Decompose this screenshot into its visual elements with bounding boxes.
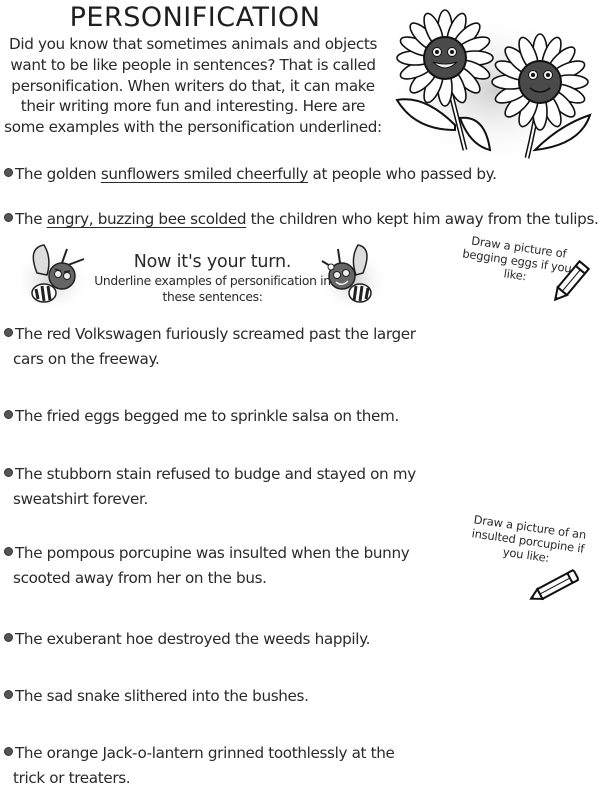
practice-sentence: The orange Jack-o-lantern grinned toothlessly at the trick or treaters. bbox=[4, 741, 395, 791]
practice-sentence: The pompous porcupine was insulted when the bunny scooted away from her on the bus. bbox=[4, 541, 409, 591]
bullet-icon bbox=[4, 547, 13, 556]
bullet-icon bbox=[4, 213, 13, 222]
your-turn-instruction: Underline examples of personification in these sentences: bbox=[94, 274, 331, 304]
example-sentence: The golden sunflowers smiled cheerfully at people who passed by. bbox=[4, 162, 497, 187]
pencil-icon bbox=[528, 570, 584, 602]
bullet-icon bbox=[4, 328, 13, 337]
bullet-icon bbox=[4, 168, 13, 177]
draw-note-eggs: Draw a picture of begging eggs if you like: bbox=[461, 233, 573, 284]
practice-sentence: The exuberant hoe destroyed the weeds happily. bbox=[4, 627, 370, 652]
sunflowers-icon bbox=[385, 0, 600, 158]
example-sentence: The angry, buzzing bee scolded the children who kept him away from the tulips. bbox=[4, 207, 599, 232]
practice-sentence: The sad snake slithered into the bushes. bbox=[4, 684, 309, 709]
page-title: PERSONIFICATION bbox=[69, 2, 321, 33]
underlined-personification: angry, buzzing bee scolded bbox=[46, 210, 247, 228]
bullet-icon bbox=[4, 747, 13, 756]
practice-sentence: The stubborn stain refused to budge and stayed on my sweatshirt forever. bbox=[4, 462, 416, 512]
bullet-icon bbox=[4, 468, 13, 477]
your-turn-heading: Now it's your turn. bbox=[133, 252, 292, 272]
practice-sentence: The fried eggs begged me to sprinkle salsa on them. bbox=[4, 404, 399, 429]
bullet-icon bbox=[4, 690, 13, 699]
intro-paragraph: Did you know that sometimes animals and objects want to be like people in sentences? That is called personification. When writers do that, it can make their writing more fun and interesting. Here are some examples with the personification underlined: bbox=[4, 35, 382, 137]
pencil-icon bbox=[548, 258, 592, 306]
practice-sentence: The red Volkswagen furiously screamed past the larger cars on the freeway. bbox=[4, 322, 416, 372]
draw-note-porcupine: Draw a picture of an insulted porcupine if you like: bbox=[470, 512, 588, 566]
bullet-icon bbox=[4, 633, 13, 642]
bullet-icon bbox=[4, 410, 13, 419]
underlined-personification: sunflowers smiled cheerfully bbox=[100, 165, 309, 183]
